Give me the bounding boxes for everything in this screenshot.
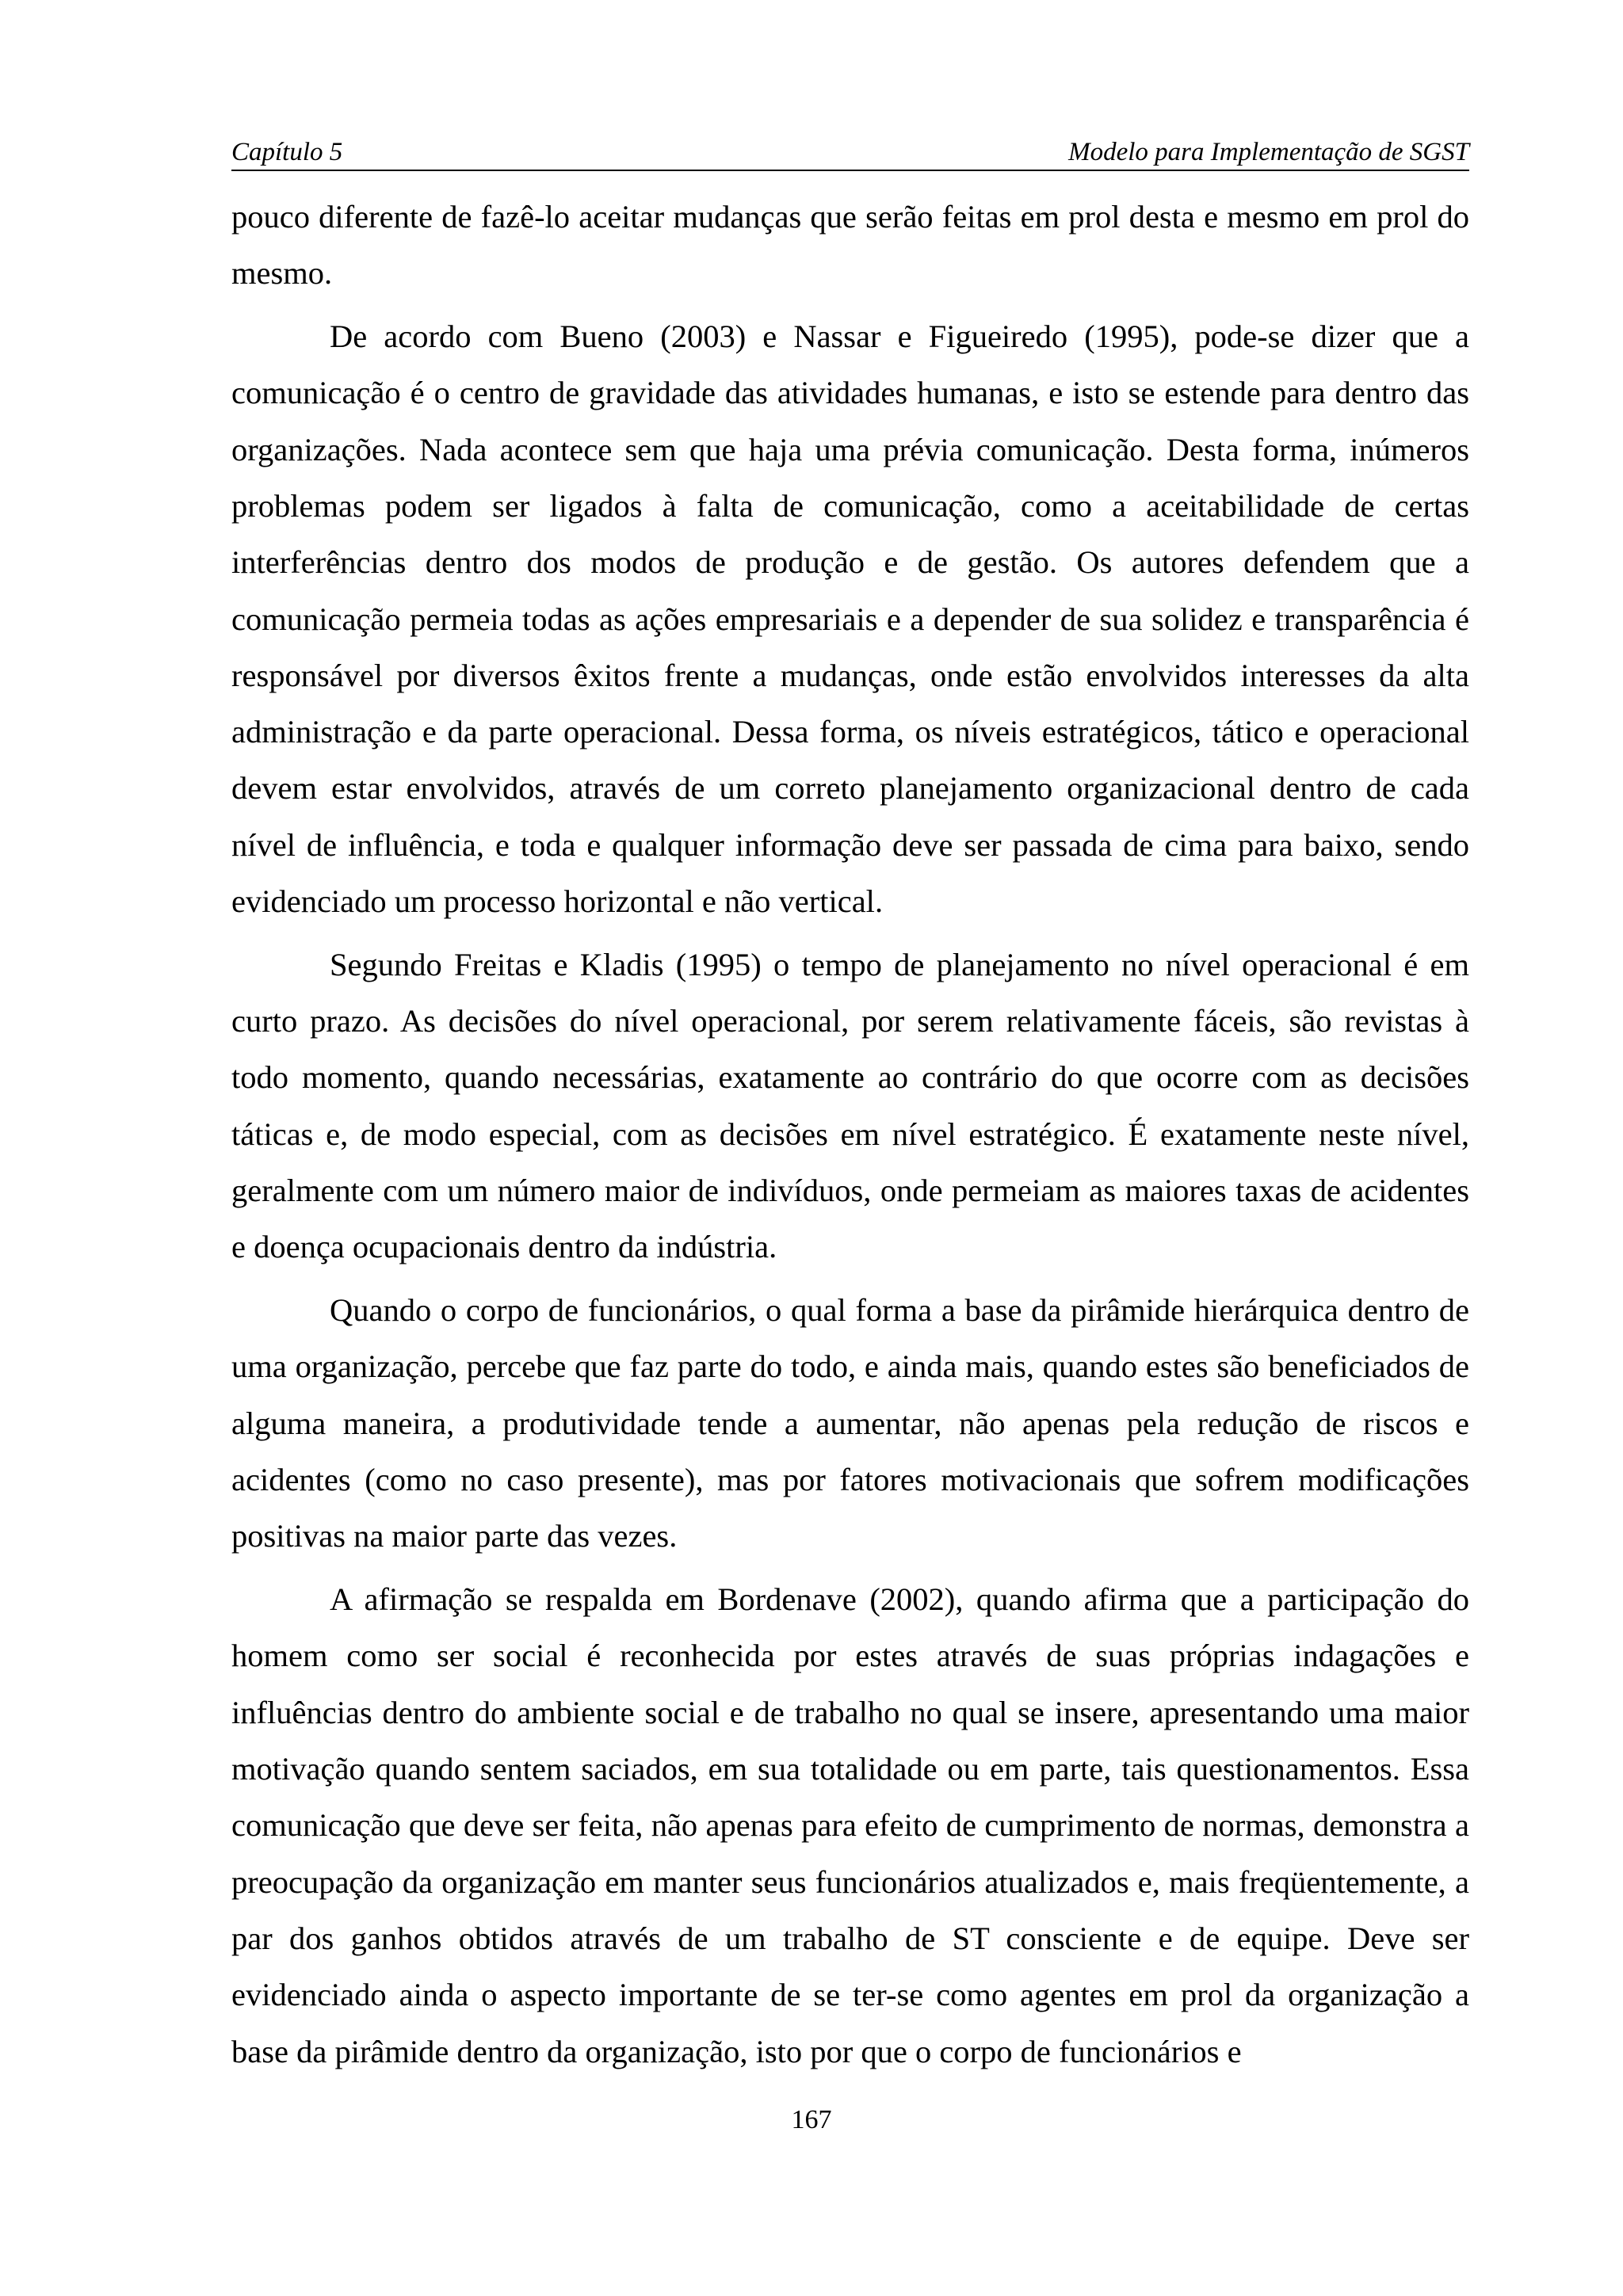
running-header [231,133,1469,171]
page-number: 167 [791,2105,832,2134]
paragraph: A afirmação se respalda em Bordenave (2002), quando afirma que a participação do homem como ser social é reconhecida por estes através de suas próprias indagações e influências dentro do ambiente social e de trabalho no qual se insere, apresentando uma maior motivação quando sentem saciados, em sua totalidade ou em parte, tais questionamentos. Essa comunicação que deve ser feita, não apenas para efeito de cumprimento de normas, demonstra a preocupação da organização em manter seus funcionários atualizados e, mais freqüentemente, a par dos ganhos obtidos através de um trabalho de ST consciente e de equipe. Deve ser evidenciado ainda o aspecto importante de se ter-se como agentes em prol da organização a base da pirâmide dentro da organização, isto por que o corpo de funcionários e [231,1581,1469,2069]
section-title: Modelo para Implementação de SGST [1068,138,1469,166]
body-text [231,189,1469,2080]
chapter-label: Capítulo 5 [231,138,343,166]
paragraph: De acordo com Bueno (2003) e Nassar e Figueiredo (1995), pode-se dizer que a comunicação é o centro de gravidade das atividades humanas, e isto se estende para dentro das organizações. Nada acontece sem que haja uma prévia comunicação. Desta forma, inúmeros problemas podem ser ligados à falta de comunicação, como a aceitabilidade de certas interferências dentro dos modos de produção e de gestão. Os autores defendem que a comunicação permeia todas as ações empresariais e a depender de sua solidez e transparência é responsável por diversos êxitos frente a mudanças, onde estão envolvidos interesses da alta administração e da parte operacional. Dessa forma, os níveis estratégicos, tático e operacional devem estar envolvidos, através de um correto planejamento organizacional dentro de cada nível de influência, e toda e qualquer informação deve ser passada de cima para baixo, sendo evidenciado um processo horizontal e não vertical. [231,318,1469,920]
paragraph: Quando o corpo de funcionários, o qual forma a base da pirâmide hierárquica dentro de uma organização, percebe que faz parte do todo, e ainda mais, quando estes são beneficiados de alguma maneira, a produtividade tende a aumentar, não apenas pela redução de riscos e acidentes (como no caso presente), mas por fatores motivacionais que sofrem modificações positivas na maior parte das vezes. [231,1292,1469,1554]
paragraph-continuation: pouco diferente de fazê-lo aceitar mudanças que serão feitas em prol desta e mesmo em prol do mesmo. [231,199,1469,292]
paragraph: Segundo Freitas e Kladis (1995) o tempo de planejamento no nível operacional é em curto prazo. As decisões do nível operacional, por serem relativamente fáceis, são revistas à todo momento, quando necessárias, exatamente ao contrário do que ocorre com as decisões táticas e, de modo especial, com as decisões em nível estratégico. É exatamente neste nível, geralmente com um número maior de indivíduos, onde permeiam as maiores taxas de acidentes e doença ocupacionais dentro da indústria. [231,946,1469,1265]
